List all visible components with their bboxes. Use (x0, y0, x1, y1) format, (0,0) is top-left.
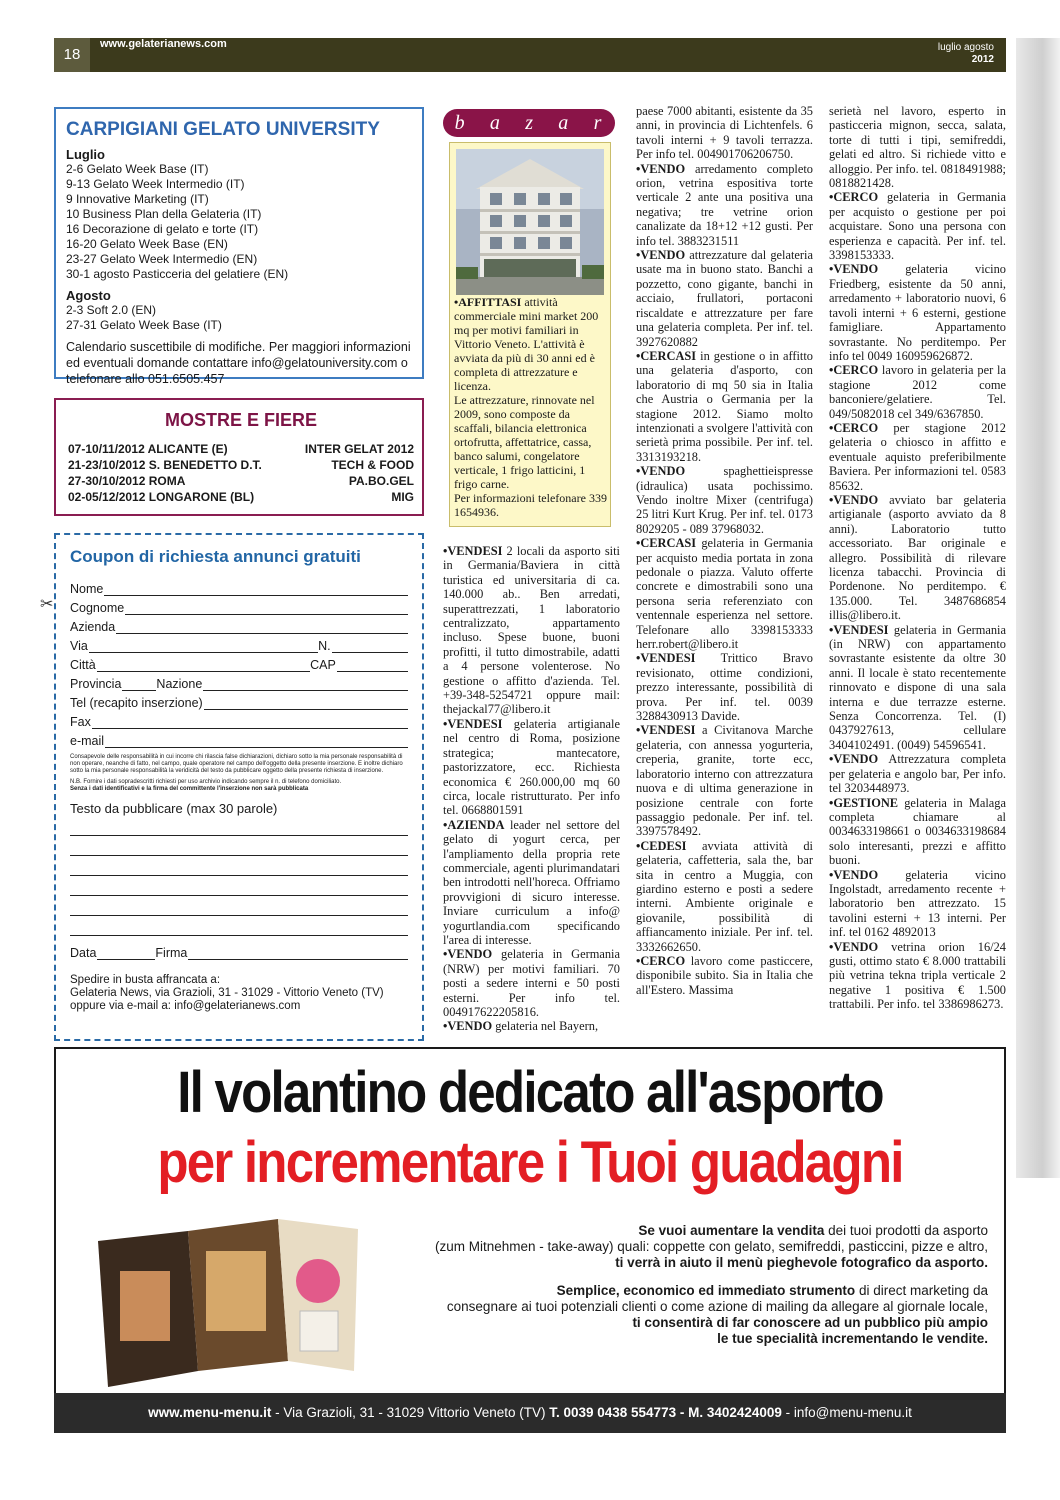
ad-headline-1: Il volantino dedicato all'asporto (177, 1060, 883, 1125)
classified-ad (443, 717, 620, 818)
ad-text: lavoro come pasticcere, disponibile subito. Sia in Italia che all'Estero. Massima (636, 953, 813, 997)
course-item: 23-27 Gelato Week Intermedio (EN) (66, 252, 258, 266)
ad-keyword: •VENDESI (443, 544, 503, 558)
provincia-field[interactable] (70, 672, 408, 691)
ad-text: avviata attività di gelateria, caffetteria, sala the, bar sita in centro a Muggia, con giardino esterno e posti a sedere interni. Ambiente originale e giovanile, possibilità di affiancamento iniziale. Per inf. tel. 3332662650. (636, 838, 813, 954)
july-course-list (66, 162, 412, 282)
classified-ad (636, 248, 813, 349)
azienda-label: Azienda (70, 620, 116, 634)
bazar-ad-lead: •AFFITTASI (454, 295, 522, 309)
ad-keyword: •VENDO (443, 947, 493, 962)
ad-text: Trittico Bravo revisionato, ottime condizioni, prezzo interessante, possibilità di prova. Per inf. tel. 0039 3288430913 Davide. (636, 651, 813, 724)
fair-dates-place: 21-23/10/2012 S. BENEDETTO D.T. (68, 458, 262, 472)
classified-ad (443, 1019, 620, 1033)
page-number: 18 (54, 38, 90, 72)
coupon-title: Coupon di richiesta annunci gratuiti (70, 547, 361, 566)
ad-text: gelateria vicino Friedberg, esistente da 50 anni, arredamento + laboratorio nuovi, 6 tavoli interni + 6 esterni, gestione famigliare. Appartamento sovrastante. No perditempo. Per info tel 0049 160959626872. (829, 262, 1006, 363)
firma-label: Firma (155, 946, 188, 960)
ad-text: vetrina orion 16/24 gusti, ottimo stato € 8.000 trattabili più vetrina tekna tripla verticale 2 negative 1 positiva € 1.500 trattabili. Per info. tel 3386986273. (829, 939, 1006, 1012)
classified-ad (829, 623, 1006, 753)
ad-text: attrezzature dal gelateria usate ma in buono stato. Banchi a pozzetto, cono gigante, banchi in acciaio, frullatori, portaconi riscaldate e attrezzature per fare una gelateria completa. Per inf. tel. 3927620882 (636, 248, 813, 349)
ad-p1-line2: (zum Mitnehmen - take-away) quali: coppette con gelato, semifreddi, pasticcini, pizze e altro, (434, 1239, 988, 1254)
provincia-label: Provincia (70, 677, 122, 691)
classified-ad (829, 752, 1006, 795)
azienda-field[interactable] (70, 615, 408, 634)
classified-ad (443, 818, 620, 948)
ad-text: gelateria vicino Ingolstadt, arredamento recente + laboratorio ben attrezzato. 15 tavolini esterni + 13 interni. Per inf. tel 0162 4892013 (829, 867, 1006, 940)
ad-text: gelateria artigianale nel centro di Roma, posizione strategica; mantecatore, pastorizzatore, ecc. Richiesta economica € 260.000,00 mq 60 circa, locale ristrutturato. Per info tel. 0668801591 (443, 716, 620, 818)
cognome-field[interactable] (70, 596, 408, 615)
ad-keyword: •VENDO (829, 939, 879, 954)
send-instructions (70, 974, 408, 1013)
scissors-icon: ✂ (40, 596, 54, 613)
send-line-2: Gelateria News, via Grazioli, 31 - 31029 - Vittorio Veneto (TV) (70, 987, 384, 999)
ad-keyword: •VENDO (636, 464, 686, 479)
text-line[interactable] (70, 856, 408, 876)
ad-phone: T. 0039 0438 554773 - M. 3402424009 (549, 1405, 782, 1420)
ad-headline-2: per incrementare i Tuoi guadagni (157, 1130, 903, 1195)
bazar-ad-text (454, 295, 608, 519)
ad-text: Attrezzatura completa per gelateria e angolo bar, Per info. tel 3203448973. (829, 752, 1006, 796)
tel-label: Tel (recapito inserzione) (70, 696, 203, 710)
fairs-list (68, 441, 414, 505)
ad-text: gelateria in Malaga completa chiamare al 0034633198661 o 0034633198684 solo interesanti, prezzi e affitto buoni. (829, 795, 1006, 868)
course-item: 16 Decorazione di gelato e torte (IT) (66, 222, 259, 236)
ad-keyword: •CERCO (829, 190, 879, 205)
bazar-ad-contact: Per informazioni telefonare 339 1654936. (454, 491, 607, 519)
ad-website-link[interactable]: www.menu-menu.it (148, 1405, 272, 1420)
email-field[interactable] (70, 729, 408, 748)
ad-p2-line4: le tue specialità incrementando le vendite. (717, 1331, 988, 1346)
month-july: Luglio (66, 147, 105, 162)
ad-keyword: •GESTIONE (829, 795, 899, 810)
page-edge (1016, 38, 1060, 1178)
fair-dates-place: 07-10/11/2012 ALICANTE (E) (68, 442, 228, 456)
cap-label: CAP (310, 658, 336, 672)
ad-text: gelateria nel Bayern, (492, 1019, 599, 1034)
ad-p2-rest: di direct marketing da (855, 1283, 988, 1298)
fair-row (68, 441, 414, 457)
ad-text: gelateria in Germania per acquisto o gestione per poi acquistare. Sono una persona con esperienza e capacità. Per inf. tel. 3398153333. (829, 190, 1006, 263)
ad-text: gelateria in Germania (NRW) per motivi familiari. 70 posti a sedere interni e 50 posti esterni. Per info tel. 004917622205816. (443, 947, 620, 1019)
classifieds-column-1 (443, 544, 620, 1034)
ad-text: per stagione 2012 gelateria o chiosco in affitto e eventuale aquisto preferibilmente Baviera. Per informazioni tel. 0583 85632. (829, 420, 1006, 493)
ad-p2-line2: consegnare ai tuoi potenziali clienti o come azione di mailing da allegare al giornale locale, (446, 1299, 988, 1314)
issue-months: luglio agosto (937, 42, 994, 53)
classified-ad (636, 464, 813, 536)
citta-label: Città (70, 658, 96, 672)
fair-dates-place: 27-30/10/2012 ROMA (68, 474, 186, 488)
fairs-title: MOSTRE E FIERE (164, 410, 317, 430)
folded-menu-image (78, 1211, 378, 1395)
ad-text: arredamento completo orion, vetrina espositiva torte verticale 2 ante una positiva una negativa; tre vetrine orion canalizate da 18+12 +12 gusti. Per info tel. 3883231511 (636, 161, 813, 248)
ad-keyword: •VENDO (443, 1019, 493, 1034)
fair-row (68, 489, 414, 505)
classified-ad (443, 947, 620, 1019)
fax-field[interactable] (70, 710, 408, 729)
ad-keyword: •VENDO (829, 262, 879, 277)
ad-paragraph-2 (348, 1283, 988, 1347)
bazar-letter: z (525, 111, 535, 134)
course-item: 2-6 Gelato Week Base (IT) (66, 162, 209, 176)
classified-ad (636, 723, 813, 838)
ad-p1-line3: ti verrà in aiuto il menù pieghevole fotografico da asporto. (615, 1255, 988, 1270)
disclaimer-text: Consapevole delle responsabilità in cui incorre chi rilascia false dichiarazioni, dichiaro sotto la mia personale responsabilità di non operare, neanche di fatto, nel campo, quale operatore nel campo dell'oggetto della presente inserzione. E inoltre dichiaro sotto la mia personale responsabilità la veridicità del testo da pubblicare oggetto della presente richiesta di inserzione. (70, 754, 403, 774)
ad-email[interactable]: - info@menu-menu.it (781, 1405, 912, 1420)
fair-row (68, 457, 414, 473)
ad-keyword: •CERCO (829, 420, 879, 435)
email-label: e-mail (70, 734, 105, 748)
ad-keyword: •AZIENDA (443, 817, 505, 832)
ad-keyword: •VENDO (829, 867, 879, 882)
classified-ad (636, 104, 813, 162)
citta-field[interactable] (70, 653, 408, 672)
ad-keyword: •VENDO (829, 492, 879, 507)
warning-text: Senza i dati identificativi e la firma del committente l'inserzione non sarà pubblicata (70, 786, 309, 792)
ad-text: paese 7000 abitanti, esistente da 35 anni, in provincia di Lichtenfels. 6 tavoli interni + 9 tavoli terrazza. Per info tel. 004901706206750. (636, 104, 813, 162)
fair-name: PA.BO.GEL (348, 474, 414, 488)
fair-name: INTER GELAT 2012 (304, 442, 414, 456)
classified-ad (636, 536, 813, 651)
classified-ad (829, 868, 1006, 940)
ad-keyword: •CERCASI (636, 348, 697, 363)
ad-text: in gestione o in affitto una gelateria d'asporto, con laboratorio di mq 50 sia in Italia che Austria o Germania per la stagione 2012. Siamo molto intenzionati a svolgere l'attività con serietà prima possibile. Per inf. tel. 3313193218. (636, 348, 813, 464)
fair-name: MIG (391, 490, 414, 504)
ad-keyword: •CEDESI (636, 838, 687, 853)
ad-keyword: •CERCO (636, 953, 686, 968)
ad-contact-footer (54, 1393, 1006, 1433)
fairs-box (54, 398, 424, 516)
cognome-label: Cognome (70, 601, 125, 615)
text-line[interactable] (70, 896, 408, 916)
course-item: 9 Innovative Marketing (IT) (66, 192, 209, 206)
month-august: Agosto (66, 288, 111, 303)
classified-ad (636, 839, 813, 954)
send-line-3: oppure via e-mail a: info@gelaterianews.com (70, 1000, 301, 1012)
ad-keyword: •VENDO (636, 248, 686, 263)
page-header (54, 38, 1006, 72)
text-line[interactable] (70, 836, 408, 856)
classified-ad (636, 162, 813, 248)
classified-ad (829, 421, 1006, 493)
ad-keyword: •VENDO (636, 161, 686, 176)
ad-keyword: •VENDESI (443, 716, 503, 731)
carpigiani-box (54, 107, 424, 386)
ad-keyword: •CERCASI (636, 536, 697, 551)
issue-date (938, 42, 994, 66)
ad-paragraph-1 (348, 1223, 988, 1271)
classified-ad (829, 363, 1006, 421)
ad-p2-line3: ti consentirà di far conoscere ad un pubblico più ampio (632, 1315, 988, 1330)
classified-ad (829, 104, 1006, 190)
nome-label: Nome (70, 582, 104, 596)
classified-ad (636, 651, 813, 723)
data-label: Data (70, 946, 97, 960)
ad-keyword: •VENDO (829, 752, 879, 767)
ad-keyword: •CERCO (829, 363, 879, 378)
testo-label: Testo da pubblicare (max 30 parole) (70, 801, 278, 816)
classified-ad (443, 544, 620, 717)
coupon-form (54, 533, 424, 1041)
carpigiani-note: Calendario suscettibile di modifiche. Per maggiori informazioni ed eventuali domande contattare info@gelatouniversity.com o telefonare allo 051.6505.457 (66, 340, 411, 386)
fair-dates-place: 02-05/12/2012 LONGARONE (BL) (68, 490, 255, 504)
data-firma-field[interactable] (70, 936, 408, 960)
menu-advertisement (54, 1047, 1006, 1433)
issue-year: 2012 (971, 54, 994, 65)
nazione-label: Nazione (156, 677, 203, 691)
ad-text: serietà nel lavoro, esperto in pasticceria mignon, secca, salata, torte di tutti i tipi, semifreddi, gelati ed altro. Si richiede vitto e alloggio. Per info. tel. 0818491988; 0818821428. (829, 104, 1006, 191)
ad-text: gelateria in Germania (in NRW) con appartamento sovrastante esistente da oltre 30 anni. Il locale è stato recentemente rinnovato e dispone di una sala interna e due terrazze esterne. Senza Concorrenza. Tel. (I) 0437927613, cellulare 3404102491. (0049) 54596541. (829, 622, 1006, 752)
text-line[interactable] (70, 876, 408, 896)
bazar-featured-ad (449, 142, 611, 527)
building-photo (456, 149, 604, 295)
bazar-letter: a (489, 111, 502, 134)
classified-ad (636, 954, 813, 997)
ad-text: spaghettieispresse (idraulica) usata pochissimo. Vendo inoltre Mixer (centrifuga) 25 litri Kurt Krug. Per inf. tel. 0173 8029205 - 089 37968032. (636, 464, 813, 536)
classified-ad (829, 940, 1006, 1012)
bazar-tab (443, 109, 615, 137)
nb-text: N.B. Fornire i dati sopradescritti richiesti per uso archivio indicando sempre il n. di telefono domiciliato. (70, 779, 342, 785)
course-item: 2-3 Soft 2.0 (EN) (66, 303, 157, 317)
ad-p1-bold: Se vuoi aumentare la vendita (638, 1223, 825, 1238)
send-line-1: Spedire in busta affrancata a: (70, 974, 221, 986)
course-item: 10 Business Plan della Gelateria (IT) (66, 207, 262, 221)
fax-label: Fax (70, 715, 91, 729)
classifieds-column-2 (636, 104, 813, 997)
classified-ad (829, 493, 1006, 623)
ad-keyword: •VENDESI (829, 622, 889, 637)
bazar-letter: r (593, 111, 604, 134)
classified-ad (829, 262, 1006, 363)
ad-p1-rest: dei tuoi prodotti da asporto (824, 1223, 988, 1238)
site-url[interactable]: www.gelaterianews.com (100, 38, 227, 50)
ad-address: - Via Grazioli, 31 - 31029 Vittorio Veneto (TV) (271, 1405, 550, 1420)
august-course-list (66, 303, 412, 333)
classified-ad (636, 349, 813, 464)
ad-text: leader nel settore del gelato di yogurt cerca, per l'ampliamento della propria rete commerciale, agenti plurimandatari ben introdotti nell'horeca. Offriamo provvigioni di sicuro interesse. Inviare curriculum a info@ yogurtlandia.com specificando l'area di interesse. (443, 817, 620, 947)
ad-p2-bold: Semplice, economico ed immediato strumento (556, 1283, 856, 1298)
text-line[interactable] (70, 816, 408, 836)
text-line[interactable] (70, 916, 408, 936)
fair-name: TECH & FOOD (331, 458, 414, 472)
tel-field[interactable] (70, 691, 408, 710)
classified-ad (829, 190, 1006, 262)
carpigiani-title: CARPIGIANI GELATO UNIVERSITY (66, 119, 380, 140)
bazar-letter: a (558, 111, 571, 134)
bazar-ad-body: attività commerciale mini market 200 mq per motivi familiari in Vittorio Veneto. L'attività è avviata da più di 30 anni ed è completa di attrezzature e licenza. (454, 295, 599, 393)
bazar-ad-equipment: Le attrezzature, rinnovate nel 2009, sono composte da scaffali, bilancia elettronica ortofrutta, affettatrice, cassa, banco salumi, congelatore verticale, 1 frigo latticini, 1 frigo carne. (454, 393, 595, 491)
ad-text: gelateria in Germania per acquisto media portata in zona pedonale o piazza. Valuto offerte concrete e dimostrabili sono una persona seria referenziato con ventennale esperienza nel settore. Telefonare allo 3398153333 herr.robert@libero.it (636, 536, 813, 652)
ad-text: avviato bar gelateria artigianale (asporto avviato da 8 anni). Laboratorio tutto accessoriato. Bar originale e allegro. Possibilità di rilevare licenza tabacchi. Provincia di Pordenone. No perditempo. € 135.000. Tel. 3487686854 illis@libero.it. (829, 492, 1006, 623)
classified-ad (829, 796, 1006, 868)
course-item: 30-1 agosto Pasticceria del gelatiere (EN) (66, 267, 289, 281)
via-field[interactable] (70, 634, 408, 653)
ad-text: a Civitanova Marche gelateria, con annessa yogurteria, creperia, granite, torte ecc, laboratorio interno con attrezzatura nuova e di ultima generazione in posizione centrale con forte passaggio pedonale. Per inf. tel. 3397578492. (636, 723, 813, 839)
bazar-letter: b (454, 111, 467, 134)
n-label: N. (318, 639, 331, 653)
classifieds-column-3 (829, 104, 1006, 1012)
ad-text: 2 locali da asporto siti in Germania/Baviera in città turistica ed universitaria di ca. 140.000 ab.. Ben arredati, superattrezzati, 1 laboratorio centralizzato, appartamento incluso. Spese buone, buoni profitti, il tutto dimostrabile, adatti a 4 persone volenterose. No gestione o affitto d'azienda. Tel. +39-348-5254721 oppure mail: thejackal77@libero.it (443, 544, 620, 717)
course-item: 27-31 Gelato Week Base (IT) (66, 318, 222, 332)
course-item: 9-13 Gelato Week Intermedio (IT) (66, 177, 245, 191)
fair-row (68, 473, 414, 489)
ad-keyword: •VENDESI (636, 651, 696, 666)
ad-text: lavoro in gelateria per la stagione 2012 come banconiere/gelatiere. Tel. 049/5082018 cel 349/6367850. (829, 363, 1006, 421)
via-label: Via (70, 639, 88, 653)
course-item: 16-20 Gelato Week Base (EN) (66, 237, 228, 251)
nome-field[interactable] (70, 577, 408, 596)
ad-keyword: •VENDESI (636, 723, 696, 738)
